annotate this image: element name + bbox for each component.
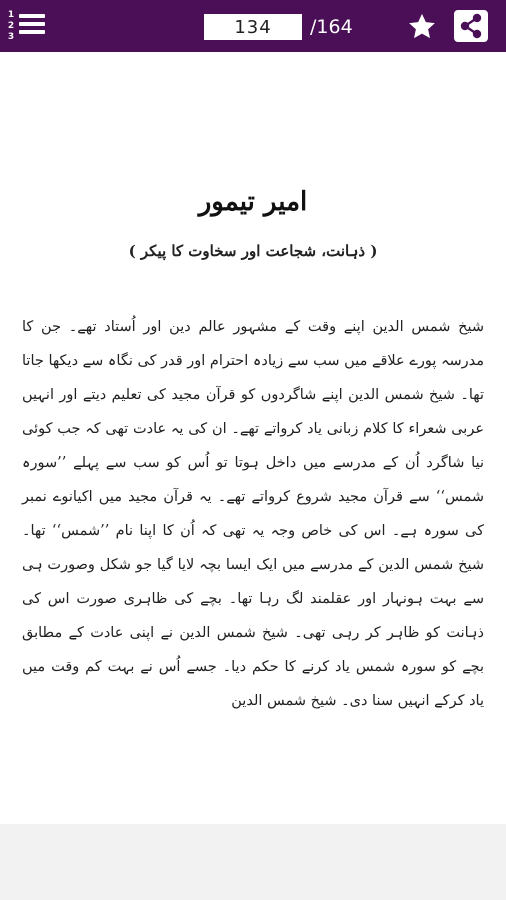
chapter-body [22, 310, 484, 718]
menu-numbered-list-icon [19, 14, 45, 38]
book-page [0, 52, 506, 824]
chapter-menu-button[interactable] [6, 10, 50, 44]
share-icon [454, 10, 488, 42]
body-paragraph: شیخ شمس الدین اپنے وقت کے مشہور عالم دین اور اُستاد تھے۔ جن کا مدرسہ پورے علاقے میں سب سے زیادہ احترام اور قدر کی نگاہ سے دیکھا جاتا تھا۔ شیخ شمس الدین اپنے شاگردوں کو قرآن مجید کی تعلیم دیتے اور انہیں عربی شعراء کا کلام زبانی یاد کرواتے تھے۔ ان کی یہ عادت تھی کہ جب کوئی نیا شاگرد اُن کے مدرسے میں داخل ہوتا تو اُس کو سب سے پہلے ’’سورہ شمس‘‘ سے قرآن مجید شروع کرواتے تھے۔ یہ قرآن مجید میں اکیانوے نمبر کی سورہ ہے۔ اس کی خاص وجہ یہ تھی کہ اُن کا اپنا نام ’’شمس‘‘ تھا۔ شیخ شمس الدین کے مدرسے میں ایک ایسا بچہ لایا گیا جو شکل وصورت ہی سے بہت ہونہار اور عقلمند لگ رہا تھا۔ بچے کی ظاہری صورت اس کی ذہانت کو ظاہر کر رہی تھی۔ شیخ شمس الدین نے اپنی عادت کے مطابق بچے کو سورہ شمس یاد کرنے کا حکم دیا۔ جسے اُس نے بہت کم وقت میں یاد کرکے انہیں سنا دی۔ شیخ شمس الدین [22, 319, 484, 709]
bookmark-button[interactable] [406, 12, 438, 42]
top-toolbar [0, 0, 506, 52]
chapter-title: امیر تیمور [198, 187, 308, 217]
total-pages-label: /164 [310, 16, 353, 38]
share-button[interactable] [454, 10, 488, 42]
menu-numbers: 1 2 3 [7, 10, 15, 42]
chapter-subtitle: ( ذہانت، شجاعت اور سخاوت کا پیکر ) [128, 242, 378, 260]
page-number-input[interactable] [204, 14, 302, 40]
page-footer [0, 824, 506, 900]
star-icon [406, 12, 438, 42]
